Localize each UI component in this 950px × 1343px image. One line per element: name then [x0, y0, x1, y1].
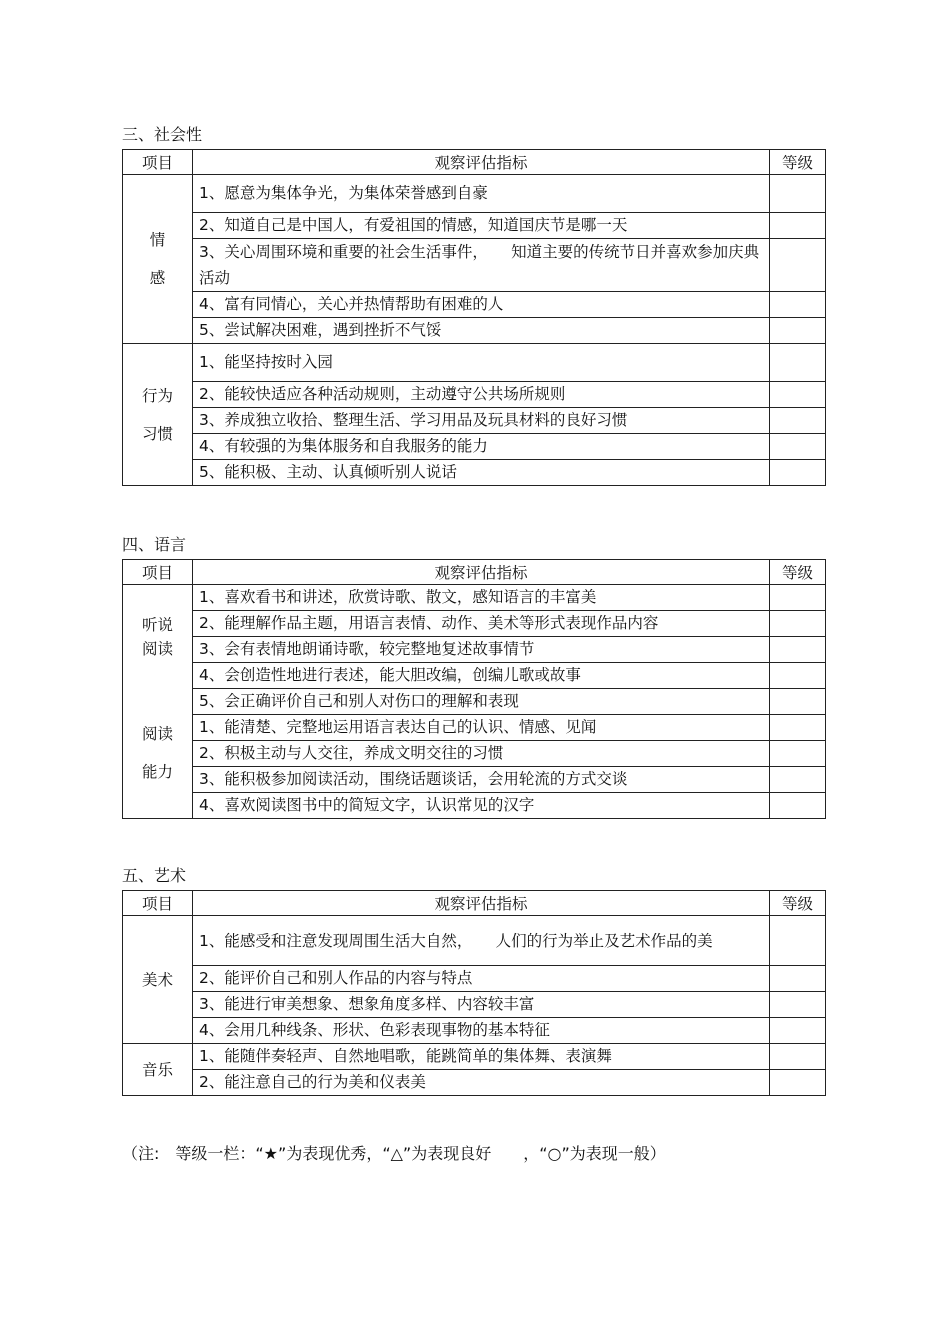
assessment-table	[122, 890, 826, 1096]
indicator-cell: 3、能积极参加阅读活动，围绕话题谈话，会用轮流的方式交谈	[193, 767, 770, 793]
section-social	[122, 125, 826, 486]
indicator-cell: 4、有较强的为集体服务和自我服务的能力	[193, 434, 770, 460]
grade-cell[interactable]	[770, 793, 826, 819]
indicator-cell: 1、能感受和注意发现周围生活大自然， 人们的行为举止及艺术作品的美	[193, 916, 770, 966]
category-label: 行为	[141, 386, 173, 405]
grade-cell[interactable]	[770, 1070, 826, 1096]
category-label: 习惯	[141, 424, 173, 443]
header-indicator: 观察评估指标	[193, 560, 770, 585]
grade-cell[interactable]	[770, 175, 826, 213]
assessment-table	[122, 149, 826, 486]
header-item: 项目	[123, 891, 193, 916]
category-label: 情	[149, 231, 166, 249]
indicator-cell: 4、喜欢阅读图书中的简短文字，认识常见的汉字	[193, 793, 770, 819]
grade-cell[interactable]	[770, 1044, 826, 1070]
grade-legend-note: （注: 等级一栏：“★”为表现优秀，“△”为表现良好 ，“○”为表现一般）	[122, 1144, 666, 1163]
grade-cell[interactable]	[770, 213, 826, 239]
category-cell	[123, 1044, 193, 1096]
grade-cell[interactable]	[770, 637, 826, 663]
assessment-table	[122, 559, 826, 819]
header-grade: 等级	[770, 150, 826, 175]
indicator-cell: 2、能理解作品主题，用语言表情、动作、美术等形式表现作品内容	[193, 611, 770, 637]
section-heading: 五、艺术	[122, 866, 187, 885]
indicator-cell: 4、会创造性地进行表述，能大胆改编，创编儿歌或故事	[193, 663, 770, 689]
indicator-cell: 1、愿意为集体争光，为集体荣誉感到自豪	[193, 175, 770, 213]
category-cell	[123, 585, 193, 689]
indicator-cell: 2、能注意自己的行为美和仪表美	[193, 1070, 770, 1096]
header-grade: 等级	[770, 560, 826, 585]
grade-cell[interactable]	[770, 344, 826, 382]
category-cell	[123, 175, 193, 344]
section-heading: 四、语言	[122, 535, 187, 554]
grade-cell[interactable]	[770, 916, 826, 966]
header-indicator: 观察评估指标	[193, 150, 770, 175]
grade-cell[interactable]	[770, 382, 826, 408]
indicator-cell: 1、能随伴奏轻声、自然地唱歌，能跳简单的集体舞、表演舞	[193, 1044, 770, 1070]
grade-cell[interactable]	[770, 663, 826, 689]
grade-cell[interactable]	[770, 408, 826, 434]
header-item: 项目	[123, 560, 193, 585]
grade-cell[interactable]	[770, 318, 826, 344]
grade-cell[interactable]	[770, 460, 826, 486]
grade-cell[interactable]	[770, 767, 826, 793]
category-cell	[123, 344, 193, 486]
indicator-cell: 1、能坚持按时入园	[193, 344, 770, 382]
category-label: 感	[149, 269, 166, 287]
header-indicator: 观察评估指标	[193, 891, 770, 916]
category-label: 阅读	[141, 639, 173, 658]
category-label: 阅读	[141, 725, 173, 744]
grade-cell[interactable]	[770, 239, 826, 292]
grade-cell[interactable]	[770, 434, 826, 460]
grade-cell[interactable]	[770, 689, 826, 715]
indicator-cell: 2、知道自己是中国人，有爱祖国的情感，知道国庆节是哪一天	[193, 213, 770, 239]
category-cell	[123, 916, 193, 1044]
indicator-cell: 5、会正确评价自己和别人对伤口的理解和表现	[193, 689, 770, 715]
indicator-cell: 1、能清楚、完整地运用语言表达自己的认识、情感、见闻	[193, 715, 770, 741]
indicator-cell: 4、会用几种线条、形状、色彩表现事物的基本特征	[193, 1018, 770, 1044]
section-heading: 三、社会性	[122, 125, 203, 144]
category-label: 美术	[141, 970, 173, 989]
indicator-cell: 1、喜欢看书和讲述，欣赏诗歌、散文，感知语言的丰富美	[193, 585, 770, 611]
grade-cell[interactable]	[770, 611, 826, 637]
grade-cell[interactable]	[770, 715, 826, 741]
grade-cell[interactable]	[770, 992, 826, 1018]
category-label: 听说	[141, 615, 173, 634]
grade-cell[interactable]	[770, 585, 826, 611]
grade-cell[interactable]	[770, 292, 826, 318]
grade-cell[interactable]	[770, 1018, 826, 1044]
indicator-cell: 2、能评价自己和别人作品的内容与特点	[193, 966, 770, 992]
grade-cell[interactable]	[770, 741, 826, 767]
indicator-cell: 5、能积极、主动、认真倾听别人说话	[193, 460, 770, 486]
header-grade: 等级	[770, 891, 826, 916]
category-cell	[123, 689, 193, 819]
indicator-cell: 2、积极主动与人交往，养成文明交往的习惯	[193, 741, 770, 767]
indicator-cell: 3、关心周围环境和重要的社会生活事件， 知道主要的传统节日并喜欢参加庆典活动	[193, 239, 770, 292]
grade-cell[interactable]	[770, 966, 826, 992]
category-label: 音乐	[141, 1060, 173, 1079]
category-label: 能力	[141, 763, 173, 782]
indicator-cell: 4、富有同情心，关心并热情帮助有困难的人	[193, 292, 770, 318]
header-item: 项目	[123, 150, 193, 175]
indicator-cell: 3、养成独立收拾、整理生活、学习用品及玩具材料的良好习惯	[193, 408, 770, 434]
section-language	[122, 535, 826, 819]
section-art	[122, 866, 826, 1096]
indicator-cell: 5、尝试解决困难，遇到挫折不气馁	[193, 318, 770, 344]
indicator-cell: 3、能进行审美想象、想象角度多样、内容较丰富	[193, 992, 770, 1018]
indicator-cell: 2、能较快适应各种活动规则，主动遵守公共场所规则	[193, 382, 770, 408]
indicator-cell: 3、会有表情地朗诵诗歌，较完整地复述故事情节	[193, 637, 770, 663]
